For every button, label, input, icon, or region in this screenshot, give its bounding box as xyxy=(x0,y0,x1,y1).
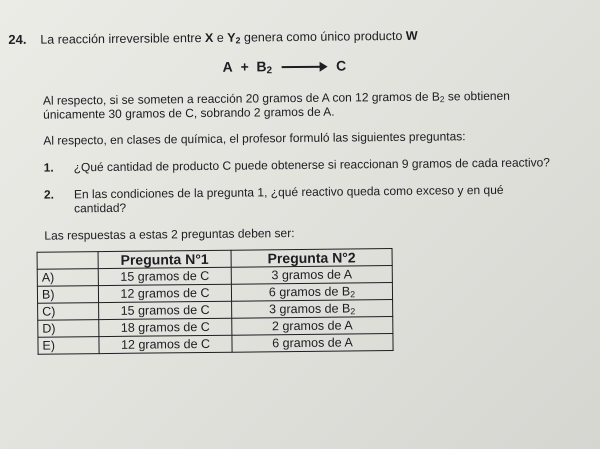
table-header-pregunta2: Pregunta N°2 xyxy=(231,249,392,268)
question-number: 24. xyxy=(8,31,27,48)
table-row xyxy=(38,334,393,355)
option-label: A) xyxy=(37,269,98,287)
option-label: E) xyxy=(38,337,99,355)
answer-p2 xyxy=(232,317,393,336)
title-reactant-x: X xyxy=(204,30,214,45)
title-product-w: W xyxy=(405,28,418,43)
option-label: D) xyxy=(38,320,99,338)
equation-plus: + xyxy=(240,58,249,75)
answer-p1: 15 gramos de C xyxy=(99,301,232,319)
question2-number: 2. xyxy=(43,187,55,202)
answer-p2 xyxy=(231,283,392,302)
answers-table xyxy=(37,248,394,355)
paragraph1-line1-pre: Al respecto, si se someten a reacción 20 gramos de A con 12 gramos de B xyxy=(42,89,440,108)
question1-number: 1. xyxy=(43,160,54,175)
answer-p1: 12 gramos de C xyxy=(98,284,231,302)
equation-product-c: C xyxy=(335,57,347,74)
equation-b-letter: B xyxy=(256,58,267,75)
answer-p2 xyxy=(232,300,393,319)
equation-b-subscript: 2 xyxy=(266,65,273,77)
paragraph1-line2: únicamente 30 gramos de C, sobrando 2 gramos de A. xyxy=(43,104,335,122)
question-title xyxy=(40,29,418,48)
answer-p2-text: 6 gramos de A xyxy=(272,335,353,351)
reaction-equation xyxy=(222,57,347,77)
equation-reactant-b xyxy=(256,58,273,77)
reaction-arrow-icon xyxy=(282,66,326,68)
answer-p2-text: 2 gramos de A xyxy=(271,318,353,334)
question1-text: ¿Qué cantidad de producto C puede obtenerse si reaccionan 9 gramos de cada reactivo? xyxy=(73,155,550,175)
answer-p2 xyxy=(232,334,393,353)
answer-p2-subscript: 2 xyxy=(350,306,356,317)
option-label: B) xyxy=(37,286,98,304)
answer-p2 xyxy=(231,266,392,285)
answer-p2-text: 6 gramos de B xyxy=(268,284,351,300)
title-y-letter: Y xyxy=(227,30,236,45)
answer-p1: 15 gramos de C xyxy=(98,267,231,285)
title-y-subscript: 2 xyxy=(235,35,241,46)
title-prefix: La reacción irreversible entre xyxy=(40,30,202,47)
paragraph1-line1-subscript: 2 xyxy=(439,94,445,105)
option-label: C) xyxy=(38,303,99,321)
answer-p2-subscript: 2 xyxy=(350,289,356,300)
answers-intro: Las respuestas a estas 2 preguntas deben ser: xyxy=(44,226,295,243)
question2-text-line1: En las condiciones de la pregunta 1, ¿qué reactivo queda como exceso y en qué xyxy=(73,182,504,202)
paragraph2: Al respecto, en clases de química, el profesor formuló las siguientes preguntas: xyxy=(43,129,466,148)
table-header-pregunta1: Pregunta N°1 xyxy=(98,250,231,268)
answer-p2-text: 3 gramos de B xyxy=(268,301,351,317)
title-reactant-y xyxy=(227,31,240,45)
answer-p1: 18 gramos de C xyxy=(99,318,232,336)
table-header-blank xyxy=(37,252,98,270)
question2-text-line2: cantidad? xyxy=(74,200,127,216)
answer-p2-text: 3 gramos de A xyxy=(271,267,353,283)
paragraph1-line1-post: se obtienen xyxy=(447,88,510,104)
title-suffix: genera como único producto xyxy=(243,28,403,45)
title-and: e xyxy=(216,30,224,45)
answer-p1: 12 gramos de C xyxy=(99,335,232,353)
equation-reactant-a: A xyxy=(222,58,233,75)
